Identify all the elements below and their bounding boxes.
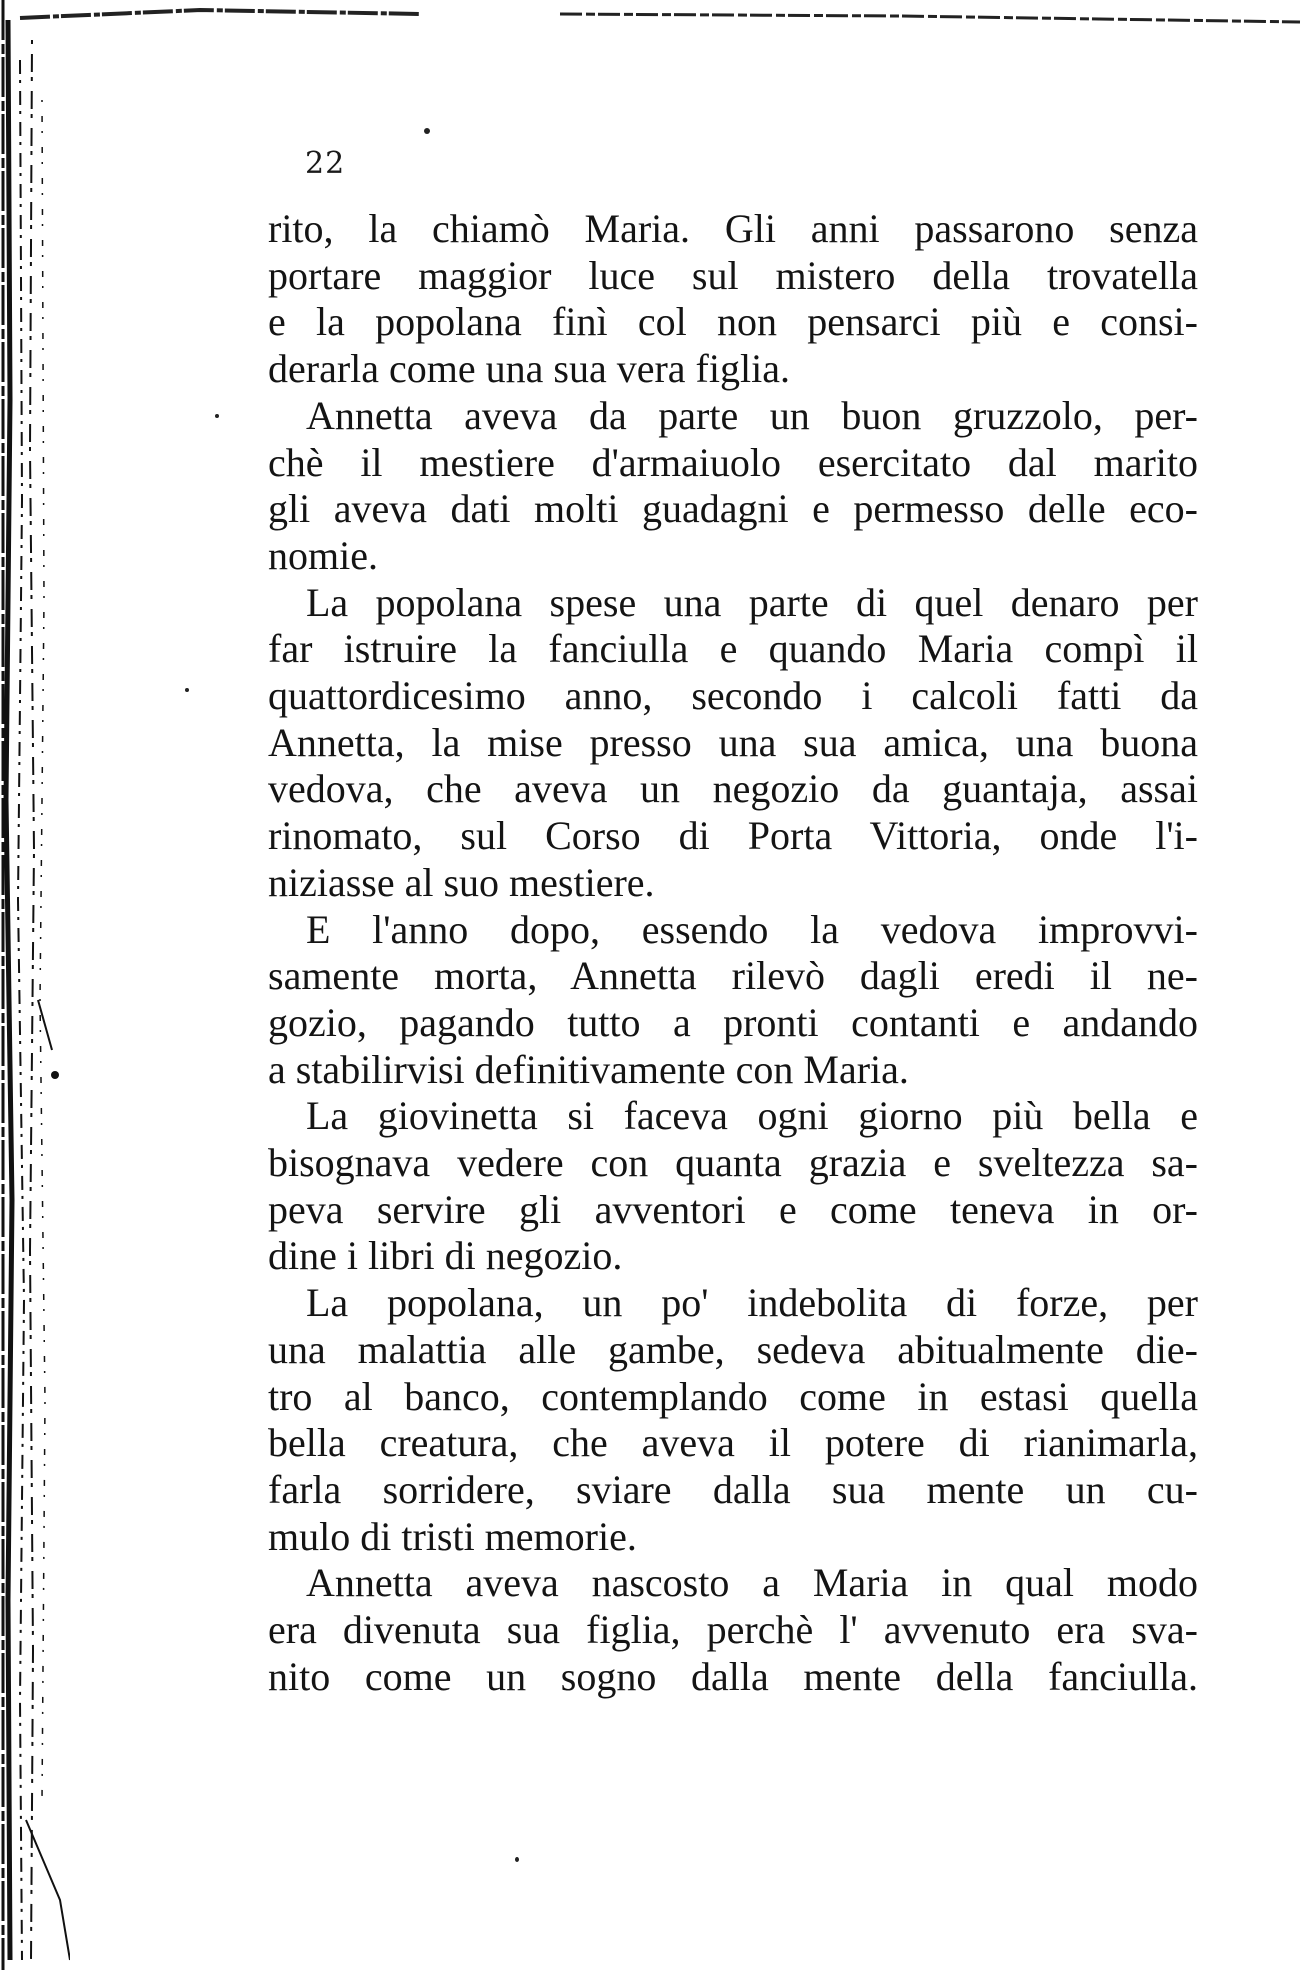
- text-line: Annetta aveva da parte un buon gruzzolo, per-: [306, 392, 1198, 438]
- text-line: chè il mestiere d'armaiuolo esercitato dal marito: [268, 439, 1198, 485]
- text-line: peva servire gli avventori e come teneva in or-: [268, 1186, 1198, 1232]
- text-line: Annetta aveva nascosto a Maria in qual modo: [306, 1560, 1198, 1606]
- text-line: quattordicesimo anno, secondo i calcoli fatti da: [268, 673, 1198, 719]
- text-line: samente morta, Annetta rilevò dagli eredi il ne-: [268, 953, 1198, 999]
- text-line: una malattia alle gambe, sedeva abitualmente die-: [268, 1326, 1198, 1372]
- text-line: E l'anno dopo, essendo la vedova improvvi-: [306, 906, 1198, 952]
- ink-speck: [215, 414, 219, 418]
- text-line: La giovinetta si faceva ogni giorno più bella e: [306, 1093, 1198, 1139]
- page-number: 22: [305, 146, 346, 181]
- text-line: Annetta, la mise presso una sua amica, una buona: [268, 719, 1198, 765]
- text-line: far istruire la fanciulla e quando Maria compì il: [268, 626, 1198, 672]
- ink-speck: [424, 128, 430, 134]
- text-line: La popolana spese una parte di quel denaro per: [306, 579, 1198, 625]
- paragraph: [268, 1093, 1198, 1280]
- body-text: [268, 206, 1198, 1701]
- text-line: niziasse al suo mestiere.: [268, 859, 655, 905]
- paragraph: [268, 393, 1198, 580]
- text-line: era divenuta sua figlia, perchè l' avvenuto era sva-: [268, 1607, 1198, 1653]
- ink-speck: [185, 688, 189, 692]
- text-line: La popolana, un po' indebolita di forze, per: [306, 1280, 1198, 1326]
- text-line: rinomato, sul Corso di Porta Vittoria, onde l'i-: [268, 813, 1198, 859]
- paragraph: [268, 907, 1198, 1094]
- text-line: nomie.: [268, 532, 378, 578]
- paragraph: [268, 580, 1198, 907]
- text-line: nito come un sogno dalla mente della fanciulla.: [268, 1653, 1198, 1699]
- text-line: dine i libri di negozio.: [268, 1233, 623, 1279]
- text-line: bella creatura, che aveva il potere di rianimarla,: [268, 1420, 1198, 1466]
- text-line: mulo di tristi memorie.: [268, 1513, 637, 1559]
- text-line: gozio, pagando tutto a pronti contanti e andando: [268, 999, 1198, 1045]
- top-edge-scan-artifact: [0, 0, 1308, 34]
- text-line: derarla come una sua vera figlia.: [268, 346, 790, 392]
- text-line: tro al banco, contemplando come in estasi quella: [268, 1373, 1198, 1419]
- paragraph: [268, 1280, 1198, 1560]
- text-line: portare maggior luce sul mistero della trovatella: [268, 252, 1198, 298]
- binding-edge-scan-artifact: [0, 0, 70, 1970]
- ink-speck: [515, 1857, 519, 1862]
- text-line: gli aveva dati molti guadagni e permesso delle eco-: [268, 486, 1198, 532]
- text-line: rito, la chiamò Maria. Gli anni passarono senza: [268, 206, 1198, 251]
- paragraph: [268, 1560, 1198, 1700]
- paragraph: [268, 206, 1198, 393]
- text-line: e la popolana finì col non pensarci più e consi-: [268, 299, 1198, 345]
- text-line: farla sorridere, sviare dalla sua mente un cu-: [268, 1466, 1198, 1512]
- text-line: vedova, che aveva un negozio da guantaja, assai: [268, 766, 1198, 812]
- text-line: bisognava vedere con quanta grazia e sveltezza sa-: [268, 1140, 1198, 1186]
- text-line: a stabilirvisi definitivamente con Maria.: [268, 1046, 909, 1092]
